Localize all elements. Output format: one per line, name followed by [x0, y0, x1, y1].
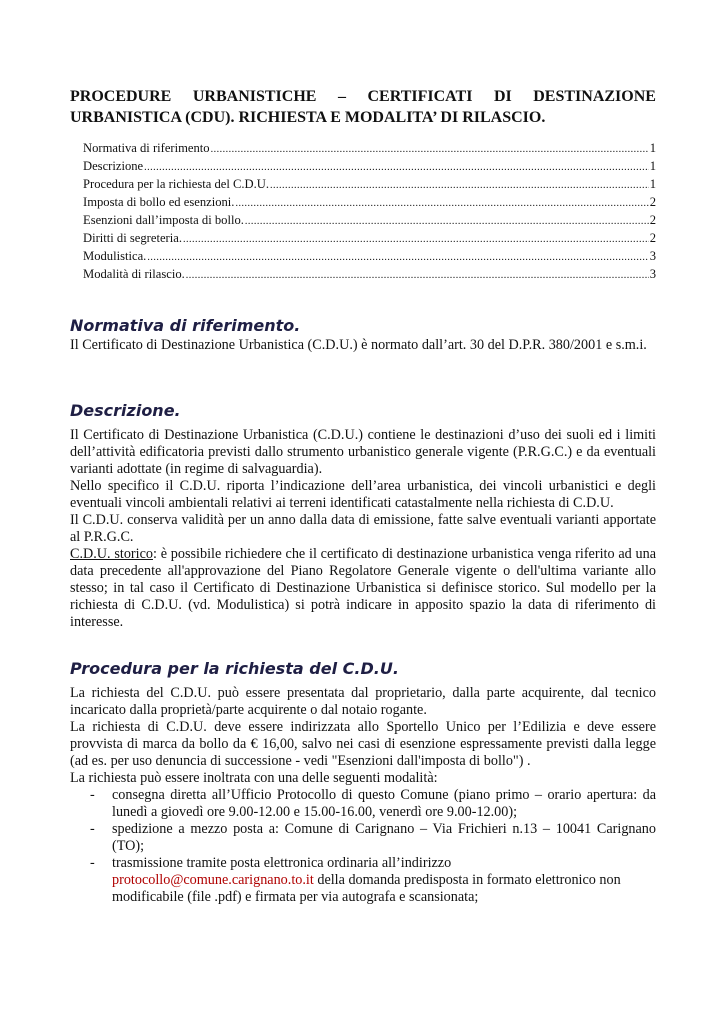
toc-entry-modulistica[interactable] — [83, 247, 656, 265]
title-word: CERTIFICATI — [367, 88, 473, 105]
toc-entry-label: Diritti di segreteria. — [83, 231, 182, 245]
toc-entry-label: Imposta di bollo ed esenzioni. — [83, 195, 235, 209]
list-item — [70, 821, 656, 855]
toc-entry-label: Procedura per la richiesta del C.D.U. — [83, 177, 270, 191]
section-procedura — [70, 685, 656, 906]
title-word: URBANISTICHE — [192, 88, 317, 105]
toc-entry-label: Normativa di riferimento — [83, 141, 210, 155]
paragraph: La richiesta di C.D.U. deve essere indirizzata allo Sportello Unico per l’Edilizia e deve essere provvista di marca da bollo da € 16,00, salvo nei casi di esenzione espressamente previsti dalla legge (ad es. per uso denuncia di successione - vedi "Esenzioni dall'imposta di bollo") . — [70, 719, 656, 769]
dash-bullet: - — [90, 821, 95, 837]
list-item-text: trasmissione tramite posta elettronica ordinaria all’indirizzo — [112, 855, 452, 871]
list-item — [70, 787, 656, 821]
dash-bullet: - — [90, 787, 95, 803]
toc-leader-dots — [245, 213, 649, 231]
toc-entry-modalita[interactable] — [83, 265, 656, 283]
heading-procedura: Procedura per la richiesta del C.D.U. — [70, 659, 399, 678]
heading-descrizione: Descrizione. — [70, 401, 181, 420]
cdu-storico-label: C.D.U. storico — [70, 546, 153, 562]
toc-leader-dots — [211, 141, 649, 159]
toc-entry-esenzioni[interactable] — [83, 211, 656, 229]
toc-page-number: 1 — [649, 177, 656, 191]
toc-entry-descrizione[interactable] — [83, 157, 656, 175]
list-item-text: consegna diretta all’Ufficio Protocollo di questo Comune (piano primo – orario apertura: da lunedì a giovedì ore 9.00-12.00 e 15.00-16.00, venerdì ore 9.00-12.00); — [112, 787, 656, 820]
list-item-text: spedizione a mezzo posta a: Comune di Carignano – Via Frichieri n.13 – 10041 Carignano (TO); — [112, 821, 656, 854]
email-link[interactable]: protocollo@comune.carignano.to.it — [112, 872, 314, 888]
toc-page-number: 2 — [649, 213, 656, 227]
list-item-text: della domanda predisposta in formato elettronico non modificabile (file .pdf) e firmata per via autografa e scansionata; — [112, 872, 621, 905]
document-title — [70, 86, 656, 128]
dash-bullet: - — [90, 855, 95, 871]
list-item — [70, 855, 656, 906]
toc-page-number: 3 — [649, 249, 656, 263]
toc-page-number: 1 — [649, 141, 656, 155]
toc-leader-dots — [186, 267, 649, 285]
toc-entry-label: Esenzioni dall’imposta di bollo. — [83, 213, 244, 227]
paragraph-cdu-storico — [70, 546, 656, 631]
toc-entry-label: Modalità di rilascio. — [83, 267, 185, 281]
toc-entry-label: Descrizione — [83, 159, 144, 173]
section-normativa — [70, 337, 656, 354]
toc-page-number: 2 — [649, 231, 656, 245]
toc-leader-dots — [235, 195, 648, 213]
title-line-1 — [70, 86, 656, 107]
paragraph: Il Certificato di Destinazione Urbanistica (C.D.U.) è normato dall’art. 30 del D.P.R. 380/2001 e s.m.i. — [70, 337, 647, 353]
title-word: DI — [493, 88, 512, 105]
toc-page-number: 1 — [649, 159, 656, 173]
title-word: – — [337, 88, 346, 105]
section-descrizione — [70, 427, 656, 631]
paragraph: Nello specifico il C.D.U. riporta l’indicazione dell’area urbanistica, dei vincoli urbanistici e degli eventuali vincoli ambientali relativi ai terreni identificati catastalmente nella richiesta di C.D.U. — [70, 478, 656, 511]
toc-entry-diritti[interactable] — [83, 229, 656, 247]
title-line-2: URBANISTICA (CDU). RICHIESTA E MODALITA’ DI RILASCIO. — [70, 109, 546, 126]
toc-page-number: 3 — [649, 267, 656, 281]
cdu-storico-text: : è possibile richiedere che il certificato di destinazione urbanistica venga riferito ad una data precedente all'approvazione del Piano Regolatore Generale vigente o dell'ultima variante allo stesso; in tal caso il Certificato di Destinazione Urbanistica si definisce storico. Sul modello per la richiesta di C.D.U. (vd. Modulistica) si potrà indicare in apposito spazio la data di riferimento di interesse. — [70, 546, 656, 630]
title-word: PROCEDURE — [70, 88, 172, 105]
toc-entry-imposta[interactable] — [83, 193, 656, 211]
toc-entry-procedura[interactable] — [83, 175, 656, 193]
paragraph: La richiesta può essere inoltrata con una delle seguenti modalità: — [70, 770, 438, 786]
toc-entry-label: Modulistica. — [83, 249, 147, 263]
toc-page-number: 2 — [649, 195, 656, 209]
title-word: DESTINAZIONE — [533, 88, 656, 105]
table-of-contents — [83, 139, 656, 283]
toc-entry-normativa[interactable] — [83, 139, 656, 157]
paragraph: La richiesta del C.D.U. può essere presentata dal proprietario, dalla parte acquirente, dal tecnico incaricato dalla proprietà/parte acquirente o dal notaio rogante. — [70, 685, 656, 718]
paragraph: Il Certificato di Destinazione Urbanistica (C.D.U.) contiene le destinazioni d’uso dei suoli ed i limiti dell’attività edificatoria previsti dallo strumento urbanistico generale vigente (P.R.G.C.) e da eventuali varianti adottate (in regime di salvaguardia). — [70, 427, 656, 477]
heading-normativa: Normativa di riferimento. — [70, 316, 301, 335]
paragraph: Il C.D.U. conserva validità per un anno dalla data di emissione, fatte salve eventuali varianti apportate al P.R.G.C. — [70, 512, 656, 545]
toc-leader-dots — [270, 177, 649, 195]
toc-leader-dots — [183, 231, 649, 249]
submission-methods-list — [70, 787, 656, 906]
toc-leader-dots — [147, 249, 648, 267]
